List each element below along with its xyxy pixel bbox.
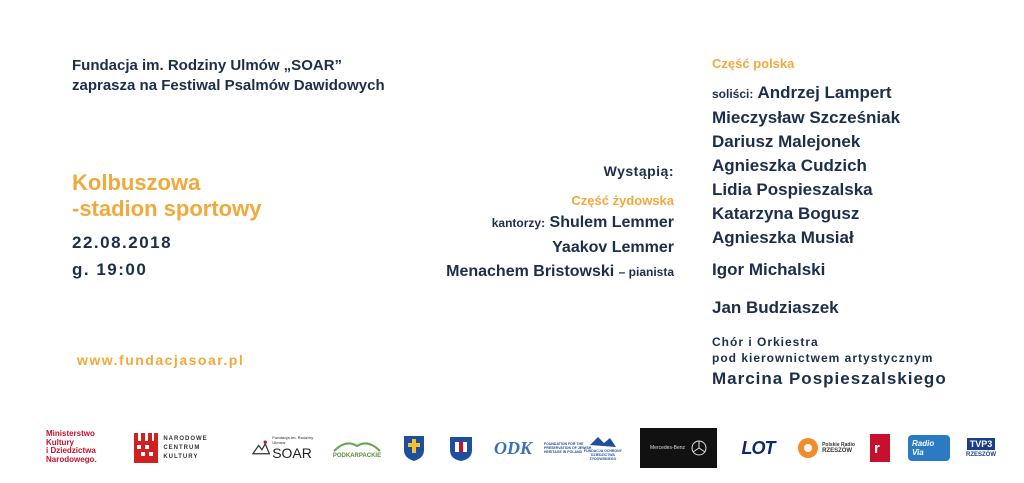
pianist-name: Menachem Bristowski xyxy=(446,263,615,280)
fodz-text: FUNDACJA OCHRONY DZIEDZICTWA ŻYDOWSKIEGO xyxy=(584,449,622,461)
coat-of-arms-2-icon xyxy=(446,428,476,468)
cantor-2: Yaakov Lemmer xyxy=(552,239,674,256)
polish-part-heading: Część polska xyxy=(712,56,795,71)
fodz-logo xyxy=(578,428,628,468)
nck-icon xyxy=(134,433,158,463)
mercedes-star-icon xyxy=(691,440,707,456)
soloist-item: Mieczysław Szcześniak xyxy=(712,108,901,127)
event-date: 22.08.2018 xyxy=(72,233,173,252)
venue-name: -stadion sportowy xyxy=(72,196,262,221)
performers-heading: Wystąpią: xyxy=(603,163,674,179)
soloists-list xyxy=(712,81,900,250)
intro-line-2: zaprasza na Festiwal Psalmów Dawidowych xyxy=(72,77,385,94)
website-link[interactable]: www.fundacjasoar.pl xyxy=(77,352,245,368)
choir-line-2: pod kierownictwem artystycznym xyxy=(712,351,934,365)
tvp-text: TVP3 xyxy=(967,438,996,450)
soloist-name: Andrzej Lampert xyxy=(757,83,892,102)
pianist-role: – pianista xyxy=(618,265,674,279)
mercedes-text: Mercedes-Benz xyxy=(649,445,685,451)
soloist-item: Katarzyna Bogusz xyxy=(712,204,860,223)
mercedes-logo xyxy=(640,428,717,468)
r-logo-icon xyxy=(869,428,891,468)
odk-logo xyxy=(492,428,534,468)
lot-logo xyxy=(734,428,782,468)
soloist-item: Agnieszka Musiał xyxy=(712,228,854,247)
soloist-item xyxy=(712,81,900,106)
podkarpackie-text: PODKARPACKIE xyxy=(332,453,382,459)
coat-of-arms-1-icon xyxy=(401,428,427,468)
soar-logo xyxy=(252,428,318,468)
conductor-name: Marcina Pospieszalskiego xyxy=(712,369,947,388)
venue-block xyxy=(72,170,261,222)
nck-logo-text: NARODOWE CENTRUM KULTURY xyxy=(163,435,208,460)
pianist-line xyxy=(446,263,674,281)
odk-text: ODK xyxy=(493,437,532,458)
polskie-radio-text: Polskie Radio RZESZÓW xyxy=(822,442,855,454)
radio-via-logo xyxy=(908,428,950,468)
nck-logo xyxy=(129,428,213,468)
date-block xyxy=(72,229,172,283)
performer-jan: Jan Budziaszek xyxy=(712,298,839,317)
choir-block xyxy=(712,334,933,366)
cantor-line-1 xyxy=(492,214,674,232)
lot-text: LOT xyxy=(741,437,775,458)
soloists-label: soliści: xyxy=(712,87,754,101)
ministry-logo-text: Ministerstwo Kultury i Dziedzictwa Narodowego. xyxy=(46,429,97,464)
ministry-logo xyxy=(46,430,108,470)
event-time: g. 19:00 xyxy=(72,260,148,279)
soloist-item: Lidia Pospieszalska xyxy=(712,180,873,199)
cantor-1: Shulem Lemmer xyxy=(549,214,674,231)
city-name: Kolbuszowa xyxy=(72,170,201,195)
fodz-icon xyxy=(588,435,618,449)
podkarpackie-logo xyxy=(330,428,384,468)
choir-line-1: Chór i Orkiestra xyxy=(712,335,819,349)
cantors-label: kantorzy: xyxy=(491,216,546,230)
intro-line-1: Fundacja im. Rodziny Ulmów „SOAR” xyxy=(72,57,343,74)
radio-via-text: Radio Via xyxy=(908,435,950,461)
podkarpackie-icon xyxy=(332,437,382,453)
fpjh-text: FOUNDATION FOR THE PRESERVATION OF JEWISH HERITAGE IN POLAND xyxy=(544,442,592,454)
jewish-part-heading: Część żydowska xyxy=(571,193,674,208)
polskie-radio-logo xyxy=(795,428,857,468)
tvp-logo xyxy=(962,428,1000,468)
performer-igor: Igor Michalski xyxy=(712,260,826,279)
soar-logo-text: Fundacja im. Rodziny Ulmów SOAR xyxy=(272,435,314,461)
soloist-item: Dariusz Malejonek xyxy=(712,132,861,151)
soloist-item: Agnieszka Cudzich xyxy=(712,156,867,175)
soar-icon xyxy=(252,437,270,459)
tvp-city-text: RZESZÓW xyxy=(966,452,996,458)
polskie-radio-icon xyxy=(797,437,819,459)
svg-text:r: r xyxy=(874,440,880,457)
intro-text xyxy=(72,56,385,96)
